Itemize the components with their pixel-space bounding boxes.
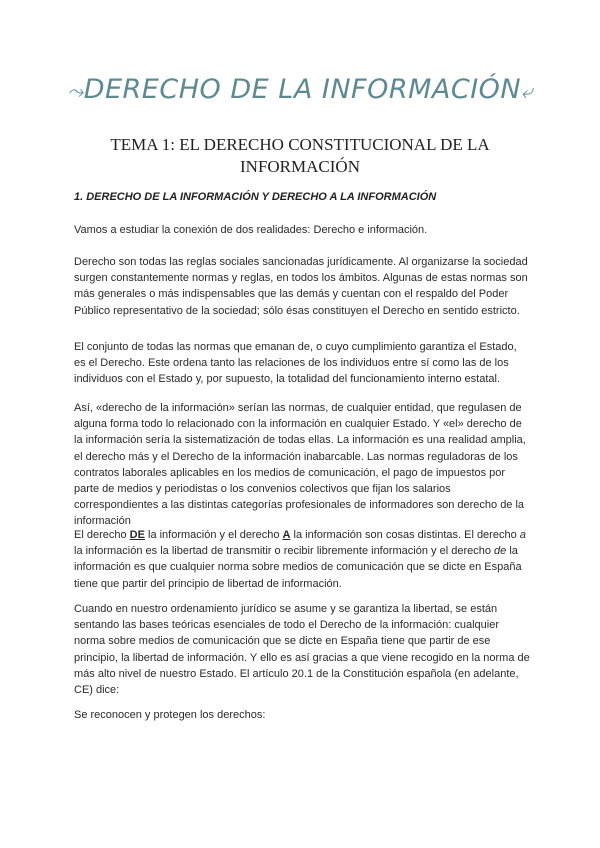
decorative-arrow-left-icon: ⤳ — [67, 79, 84, 103]
paragraph-conjunto-normas: El conjunto de todas las normas que emanan de, o cuyo cumplimiento garantiza el Estado, es el Derecho. Este ordena tanto las relaciones de los individuos entre sí como las de los individuos con el Estado y, por supuesto, la totalidad del funcionamiento interno estatal. — [74, 341, 517, 386]
document-title — [0, 74, 600, 105]
emphasis-a: A — [282, 529, 291, 541]
document-title-text: DERECHO DE LA INFORMACIÓN — [83, 74, 522, 105]
text-segment: la información es la libertad de transmitir o recibir libremente información y el derecho — [74, 545, 495, 558]
paragraph-derecho-definition: Derecho son todas las reglas sociales sancionadas jurídicamente. Al organizarse la sociedad surgen constantemente normas y reglas, en todos los ámbitos. Algunas de estas normas son más generales o más indispensables que las demás y cuentan con el respaldo del Poder Público representativo de la sociedad; sólo ésas constituyen el Derecho en sentido estricto. — [74, 256, 528, 317]
text-segment: la información y el derecho — [144, 529, 283, 541]
paragraph-intro: Vamos a estudiar la conexión de dos realidades: Derecho e información. — [74, 224, 428, 236]
emphasis-de: DE — [129, 529, 145, 541]
italic-a: a — [519, 529, 526, 541]
italic-de: de — [494, 545, 507, 558]
text-segment: la información son cosas distintas. El derecho — [290, 529, 520, 541]
section-heading: 1. DERECHO DE LA INFORMACIÓN Y DERECHO A LA INFORMACIÓN — [74, 191, 437, 203]
topic-title: TEMA 1: EL DERECHO CONSTITUCIONAL DE LA INFORMACIÓN — [110, 135, 490, 176]
paragraph-de-vs-a — [74, 527, 530, 592]
paragraph-ordenamiento: Cuando en nuestro ordenamiento jurídico se asume y se garantiza la libertad, se están sentando las bases teóricas esenciales de todo el Derecho de la información: cualquier norma sobre medios de comunicación que se dicte en España tiene que partir de ese principio, la libertad de información. Y ello es así gracias a que viene recogido en la norma de más alto nivel de nuestro Estado. El artículo 20.1 de la Constitución española (en adelante, CE) dice: — [74, 603, 530, 697]
text-segment: El derecho — [74, 529, 130, 541]
text-segment: la información es que cualquier norma sobre medios de comunicación que se dicte en España tiene que partir del principio de libertad de información. — [74, 545, 522, 590]
paragraph-derechos: Se reconocen y protegen los derechos: — [74, 709, 266, 721]
paragraph-derecho-informacion: Así, «derecho de la información» serían las normas, de cualquier entidad, que regulasen de alguna forma todo lo relacionado con la información en cualquier Estado. Y «el» derecho de la información sería la sistematización de todas ellas. La información es una realidad amplia, el derecho más y el Derecho de la información inabarcable. Las normas reguladoras de los contratos laborales aplicables en los medios de comunicación, el pago de impuestos por parte de medios y periodistas o los convenios colectivos que fijan los salarios correspondientes a las distintas categorías profesionales de informadores son derecho de la información — [74, 402, 526, 528]
decorative-arrow-right-icon: ⤶ — [521, 79, 533, 103]
